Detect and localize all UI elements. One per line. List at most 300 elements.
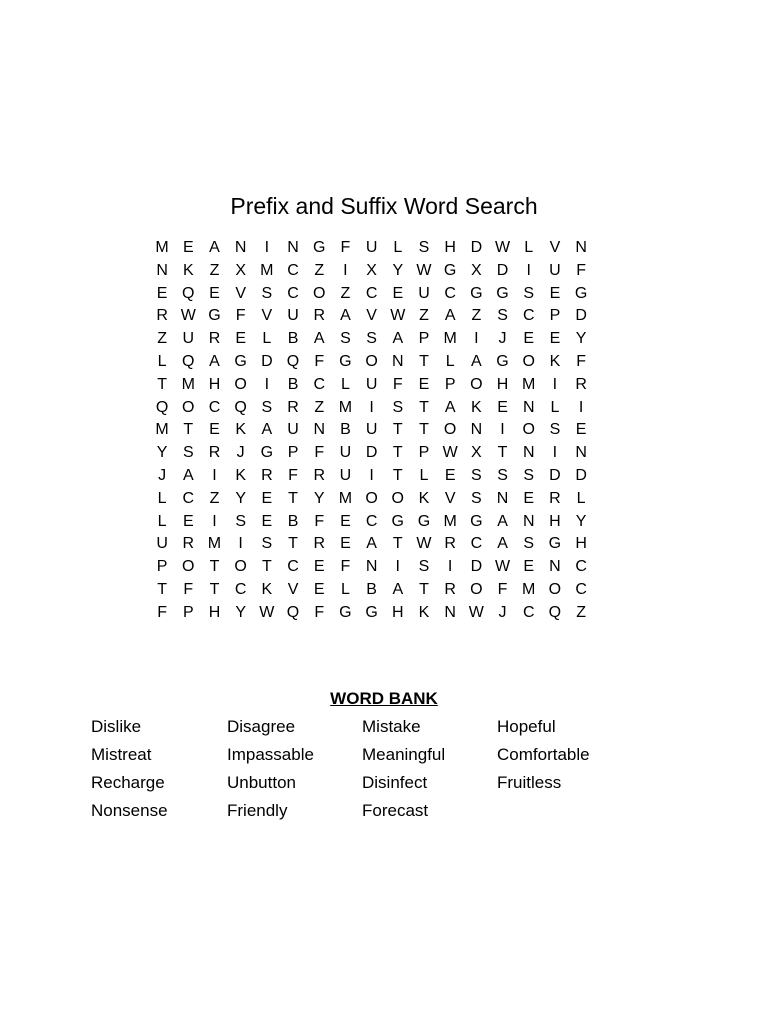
grid-letter: X (366, 261, 377, 279)
grid-letter: S (182, 444, 194, 462)
grid-letter: A (366, 535, 377, 553)
grid-letter: B (287, 330, 299, 348)
grid-letter: W (468, 603, 484, 621)
word-bank-item: Disagree (227, 717, 296, 736)
grid-letter: I (447, 558, 453, 576)
grid-letter: A (261, 421, 273, 439)
grid-letter: T (392, 535, 403, 553)
grid-letter: F (314, 603, 325, 621)
grid-letter: U (365, 421, 378, 439)
grid-letter: I (578, 398, 584, 416)
grid-letter: O (522, 352, 535, 370)
grid-letter: Q (234, 398, 247, 416)
grid-letter: P (287, 444, 299, 462)
grid-letter: E (392, 284, 404, 302)
grid-letter: T (419, 398, 429, 416)
grid-letter: N (234, 239, 247, 256)
grid-letter: V (287, 580, 299, 598)
grid-letter: E (418, 375, 430, 393)
page-title: Prefix and Suffix Word Search (230, 193, 538, 219)
grid-letter: G (417, 512, 431, 530)
grid-letter: W (259, 603, 275, 621)
grid-letter: S (523, 466, 535, 484)
grid-letter: W (390, 307, 406, 325)
grid-letter: D (575, 466, 587, 484)
grid-letter: H (444, 239, 456, 256)
grid-letter: C (470, 535, 483, 553)
grid-letter: Z (209, 489, 220, 507)
grid-letter: U (365, 375, 378, 393)
grid-letter: O (234, 375, 247, 393)
grid-letter: S (261, 284, 273, 302)
grid-letter: Y (156, 444, 168, 462)
grid-letter: L (445, 352, 455, 370)
grid-letter: Q (548, 603, 562, 621)
grid-letter: O (365, 352, 378, 370)
grid-letter: G (391, 512, 404, 530)
grid-letter: H (575, 535, 587, 553)
grid-letter: Y (575, 512, 587, 530)
grid-letter: Z (314, 261, 325, 279)
grid-letter: E (523, 489, 535, 507)
grid-letter: U (339, 466, 352, 484)
grid-letter: E (209, 421, 220, 439)
grid-letter: O (391, 489, 404, 507)
grid-letter: C (182, 489, 195, 507)
grid-letter: D (575, 307, 587, 325)
grid-letter: U (182, 330, 195, 348)
grid-letter: E (261, 489, 273, 507)
grid-letter: I (264, 239, 270, 256)
grid-letter: Y (392, 261, 404, 279)
grid-letter: P (182, 603, 194, 621)
grid-letter: P (418, 330, 430, 348)
grid-letter: G (208, 307, 221, 325)
grid-letter: W (442, 444, 458, 462)
grid-letter: O (470, 580, 483, 598)
grid-letter: Y (575, 330, 587, 348)
grid-row (149, 305, 594, 328)
grid-letter: N (575, 444, 587, 462)
grid-letter: G (574, 284, 588, 302)
grid-letter: N (522, 512, 535, 530)
grid-letter: F (314, 512, 325, 530)
grid-letter: K (235, 466, 246, 484)
grid-letter: L (524, 239, 534, 256)
grid-letter: L (157, 352, 167, 370)
grid-letter: Z (314, 398, 325, 416)
grid-letter: R (549, 489, 561, 507)
grid-letter: R (156, 307, 168, 325)
grid-letter: N (470, 421, 483, 439)
grid-row (149, 397, 594, 420)
grid-letter: T (392, 421, 403, 439)
grid-letter: M (260, 261, 274, 279)
grid-letter: C (365, 512, 378, 530)
grid-letter: H (549, 512, 561, 530)
grid-letter: C (575, 580, 587, 598)
grid-letter: V (235, 284, 246, 302)
grid-letter: U (287, 307, 299, 325)
grid-letter: O (470, 375, 483, 393)
grid-letter: Q (182, 284, 195, 302)
letter-grid (149, 237, 594, 625)
grid-letter: V (549, 239, 561, 256)
word-bank-item: Comfortable (497, 745, 590, 764)
word-bank-item: Hopeful (497, 717, 556, 736)
grid-letter: T (157, 375, 167, 393)
grid-letter: T (419, 580, 429, 598)
grid-row (149, 533, 594, 556)
grid-letter: I (212, 512, 217, 530)
grid-letter: U (365, 239, 378, 256)
grid-letter: U (156, 535, 168, 553)
grid-letter: S (471, 489, 482, 507)
grid-letter: T (183, 421, 194, 439)
grid-letter: R (444, 535, 456, 553)
grid-letter: G (339, 352, 352, 370)
grid-letter: A (392, 330, 404, 348)
grid-letter: A (209, 352, 220, 370)
grid-row (149, 465, 594, 488)
grid-letter: W (416, 535, 432, 553)
grid-letter: M (522, 580, 536, 598)
grid-letter: C (208, 398, 221, 416)
grid-letter: N (444, 603, 456, 621)
grid-letter: M (443, 512, 457, 530)
grid-letter: B (340, 421, 351, 439)
grid-letter: G (496, 284, 509, 302)
grid-letter: Q (286, 352, 300, 370)
grid-row (149, 556, 594, 579)
grid-letter: T (209, 580, 220, 598)
word-bank-item: Unbutton (227, 773, 296, 792)
grid-letter: S (523, 284, 535, 302)
grid-letter: A (471, 352, 482, 370)
grid-letter: X (235, 261, 246, 279)
grid-letter: E (497, 398, 508, 416)
grid-letter: E (235, 330, 246, 348)
grid-letter: I (552, 444, 558, 462)
grid-letter: Z (471, 307, 482, 325)
grid-letter: H (392, 603, 404, 621)
grid-letter: M (207, 535, 222, 553)
grid-letter: L (157, 512, 167, 530)
grid-letter: H (208, 603, 221, 621)
grid-letter: A (209, 239, 220, 256)
grid-letter: G (234, 352, 247, 370)
grid-letter: B (287, 512, 299, 530)
grid-letter: F (340, 558, 351, 576)
grid-letter: J (236, 444, 245, 462)
grid-letter: N (156, 261, 168, 279)
grid-letter: C (522, 307, 535, 325)
grid-letter: F (576, 261, 586, 279)
grid-letter: N (287, 239, 299, 256)
grid-letter: P (444, 375, 456, 393)
grid-letter: D (549, 466, 561, 484)
grid-letter: F (288, 466, 298, 484)
grid-letter: M (181, 375, 195, 393)
grid-letter: E (261, 512, 273, 530)
word-bank-title: WORD BANK (330, 689, 438, 708)
grid-letter: H (496, 375, 509, 393)
word-bank-item: Forecast (362, 801, 429, 820)
grid-letter: U (339, 444, 352, 462)
grid-letter: Z (576, 603, 586, 621)
grid-letter: R (313, 307, 325, 325)
grid-letter: I (343, 261, 348, 279)
grid-letter: E (523, 558, 535, 576)
grid-letter: S (235, 512, 246, 530)
grid-letter: C (522, 603, 535, 621)
grid-letter: V (261, 307, 273, 325)
grid-letter: S (392, 398, 404, 416)
grid-letter: K (549, 352, 561, 370)
grid-letter: G (365, 603, 378, 621)
word-bank-item: Dislike (91, 717, 142, 736)
grid-letter: R (575, 375, 587, 393)
grid-letter: A (313, 330, 325, 348)
grid-letter: K (261, 580, 273, 598)
grid-letter: F (183, 580, 194, 598)
grid-letter: E (444, 466, 456, 484)
grid-letter: C (287, 261, 299, 279)
word-bank-item: Fruitless (497, 773, 562, 792)
grid-letter: R (208, 444, 221, 462)
grid-letter: M (155, 239, 169, 256)
grid-letter: V (366, 307, 377, 325)
grid-letter: Q (286, 603, 300, 621)
grid-letter: Z (419, 307, 429, 325)
grid-letter: P (418, 444, 430, 462)
grid-letter: M (338, 398, 353, 416)
grid-letter: C (287, 284, 299, 302)
grid-letter: F (497, 580, 508, 598)
grid-letter: K (471, 398, 482, 416)
grid-letter: N (549, 558, 561, 576)
grid-letter: E (313, 580, 325, 598)
grid-letter: C (313, 375, 325, 393)
grid-letter: F (314, 352, 325, 370)
grid-letter: Z (157, 330, 167, 348)
grid-letter: T (288, 535, 298, 553)
grid-letter: C (444, 284, 456, 302)
grid-row (149, 442, 594, 465)
grid-letter: L (340, 580, 350, 598)
grid-letter: O (548, 580, 562, 598)
grid-letter: I (526, 261, 531, 279)
grid-letter: Y (313, 489, 325, 507)
grid-letter: O (522, 421, 535, 439)
grid-letter: S (261, 398, 273, 416)
grid-row (149, 579, 594, 602)
grid-letter: G (470, 284, 483, 302)
grid-letter: U (287, 421, 299, 439)
grid-letter: K (418, 489, 430, 507)
grid-letter: B (366, 580, 377, 598)
grid-letter: I (552, 375, 558, 393)
grid-letter: T (288, 489, 298, 507)
grid-letter: S (418, 558, 430, 576)
grid-letter: E (340, 512, 351, 530)
word-bank-item: Disinfect (362, 773, 428, 792)
grid-letter: B (287, 375, 299, 393)
grid-row (149, 419, 594, 442)
grid-letter: S (418, 239, 430, 256)
grid-row (149, 602, 594, 625)
grid-letter: G (548, 535, 562, 553)
grid-letter: Q (182, 352, 195, 370)
grid-letter: N (522, 444, 535, 462)
grid-letter: S (523, 535, 535, 553)
grid-letter: D (470, 239, 483, 256)
grid-letter: W (494, 558, 511, 576)
grid-letter: E (549, 284, 561, 302)
grid-letter: R (313, 535, 325, 553)
grid-letter: F (157, 603, 167, 621)
grid-letter: I (369, 398, 374, 416)
grid-letter: N (313, 421, 325, 439)
grid-letter: M (443, 330, 457, 348)
grid-letter: E (549, 330, 561, 348)
grid-letter: L (393, 239, 403, 256)
grid-letter: S (497, 307, 508, 325)
grid-letter: T (209, 558, 220, 576)
grid-letter: E (340, 535, 351, 553)
grid-letter: A (444, 398, 456, 416)
grid-row (149, 488, 594, 511)
grid-letter: D (496, 261, 509, 279)
grid-letter: X (471, 261, 482, 279)
grid-row (149, 237, 594, 260)
grid-letter: C (365, 284, 378, 302)
grid-letter: O (182, 398, 195, 416)
grid-letter: M (522, 375, 536, 393)
grid-letter: X (471, 444, 482, 462)
grid-letter: R (444, 580, 456, 598)
grid-letter: C (287, 558, 299, 576)
word-bank-item: Friendly (227, 801, 288, 820)
grid-letter: J (158, 466, 167, 484)
grid-letter: K (418, 603, 430, 621)
word-bank-item: Nonsense (91, 801, 168, 820)
grid-letter: E (156, 284, 168, 302)
grid-letter: Y (235, 603, 246, 621)
grid-letter: I (212, 466, 217, 484)
grid-letter: A (340, 307, 351, 325)
grid-letter: O (234, 558, 247, 576)
grid-letter: U (549, 261, 561, 279)
grid-letter: U (418, 284, 430, 302)
grid-letter: F (314, 444, 325, 462)
grid-row (149, 328, 594, 351)
grid-letter: N (392, 352, 404, 370)
grid-letter: Q (155, 398, 169, 416)
grid-letter: M (338, 489, 353, 507)
word-bank-item: Mistake (362, 717, 421, 736)
grid-letter: G (443, 261, 457, 279)
grid-letter: E (313, 558, 325, 576)
grid-letter: T (497, 444, 508, 462)
grid-letter: I (474, 330, 479, 348)
grid-letter: W (180, 307, 196, 325)
grid-letter: G (312, 239, 326, 256)
grid-letter: G (496, 352, 509, 370)
grid-letter: R (287, 398, 299, 416)
grid-letter: J (498, 330, 507, 348)
grid-letter: F (340, 239, 351, 256)
grid-letter: Y (235, 489, 246, 507)
grid-letter: T (392, 466, 403, 484)
word-bank-item: Meaningful (362, 745, 446, 764)
grid-letter: N (496, 489, 509, 507)
grid-letter: O (312, 284, 326, 302)
grid-letter: T (261, 558, 272, 576)
grid-letter: F (392, 375, 403, 393)
grid-letter: A (392, 580, 404, 598)
grid-letter: C (575, 558, 587, 576)
grid-letter: P (156, 558, 168, 576)
grid-letter: P (549, 307, 561, 325)
grid-letter: E (209, 284, 220, 302)
grid-letter: A (444, 307, 456, 325)
grid-letter: I (395, 558, 400, 576)
grid-letter: T (419, 352, 429, 370)
grid-letter: J (498, 603, 507, 621)
grid-letter: A (497, 535, 508, 553)
grid-letter: C (234, 580, 247, 598)
grid-letter: D (470, 558, 483, 576)
grid-letter: G (339, 603, 352, 621)
grid-letter: T (157, 580, 167, 598)
grid-letter: S (366, 330, 377, 348)
grid-letter: Z (209, 261, 220, 279)
grid-letter: R (313, 466, 325, 484)
grid-letter: V (444, 489, 456, 507)
grid-letter: K (235, 421, 246, 439)
grid-letter: E (182, 239, 194, 256)
grid-letter: I (369, 466, 374, 484)
grid-letter: L (419, 466, 429, 484)
grid-row (149, 351, 594, 374)
grid-letter: M (155, 421, 169, 439)
grid-letter: L (550, 398, 560, 416)
grid-letter: F (576, 352, 586, 370)
grid-letter: O (182, 558, 195, 576)
grid-letter: G (470, 512, 483, 530)
grid-letter: L (576, 489, 586, 507)
grid-letter: E (523, 330, 535, 348)
grid-letter: N (365, 558, 378, 576)
grid-letter: S (497, 466, 508, 484)
grid-row (149, 260, 594, 283)
grid-letter: N (575, 239, 587, 256)
grid-letter: W (494, 239, 511, 256)
grid-letter: H (208, 375, 221, 393)
grid-letter: I (500, 421, 505, 439)
grid-letter: E (182, 512, 194, 530)
grid-letter: F (235, 307, 246, 325)
grid-letter: R (208, 330, 221, 348)
grid-letter: G (260, 444, 274, 462)
grid-letter: S (340, 330, 351, 348)
grid-letter: A (497, 512, 508, 530)
word-bank-item: Mistreat (91, 745, 152, 764)
grid-letter: S (549, 421, 561, 439)
grid-row (149, 511, 594, 534)
word-bank-item: Recharge (91, 773, 165, 792)
